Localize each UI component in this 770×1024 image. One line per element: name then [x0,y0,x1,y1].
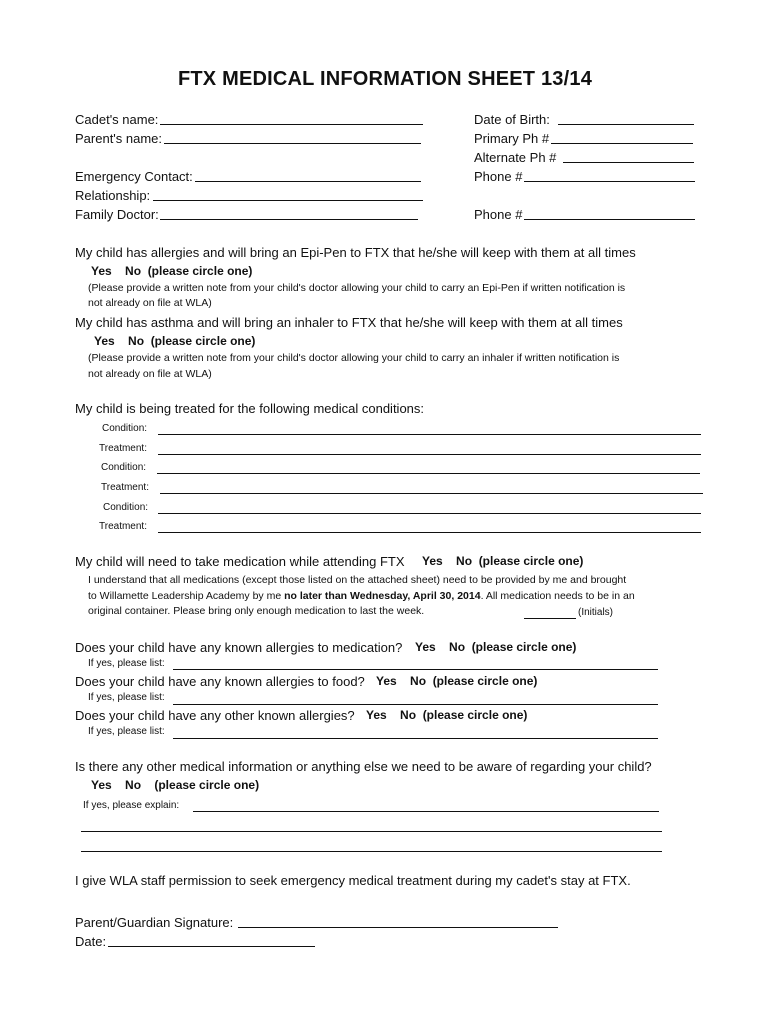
conditions-heading: My child is being treated for the following medical conditions: [75,401,425,416]
epipen-question: My child has allergies and will bring an Epi-Pen to FTX that he/she will keep with them at all times [75,245,636,260]
treatment-field[interactable] [158,532,701,533]
treatment-label: Treatment: [101,482,149,493]
medication-allergy-question: Does your child have any known allergies to medication? [75,640,403,655]
medication-allergy-list-label: If yes, please list: [88,658,165,669]
emergency-phone-field[interactable] [524,181,695,182]
other-allergy-list-label: If yes, please list: [88,726,165,737]
initials-field[interactable] [524,618,576,619]
other-info-explain-field[interactable] [81,851,662,852]
condition-label: Condition: [102,423,148,434]
alternate-phone-label: Alternate Ph # [474,150,557,165]
other-allergy-choice[interactable]: Yes No (please circle one) [366,708,528,722]
treatment-field[interactable] [160,493,703,494]
signature-label: Parent/Guardian Signature: [75,915,234,930]
emergency-contact-field[interactable] [195,181,421,182]
treatment-label: Treatment: [99,521,147,532]
food-allergy-list-label: If yes, please list: [88,692,165,703]
relationship-field[interactable] [153,200,423,201]
medication-text-line3: original container. Please bring only enough medication to last the week. [88,605,425,617]
medication-choice[interactable]: Yes No (please circle one) [422,554,584,568]
medication-text-line2 [88,590,635,602]
form-title: FTX MEDICAL INFORMATION SHEET 13/14 [177,68,593,90]
food-allergy-question: Does your child have any known allergies to food? [75,674,365,689]
cadet-name-field[interactable] [160,124,423,125]
other-info-explain-field[interactable] [193,811,659,812]
medication-text-part-a: to Willamette Leadership Academy by me [88,590,285,602]
parent-name-label: Parent's name: [75,131,163,146]
food-allergy-choice[interactable]: Yes No (please circle one) [376,674,538,688]
other-info-question: Is there any other medical information or anything else we need to be aware of regarding your child? [75,759,652,774]
family-doctor-label: Family Doctor: [75,207,159,222]
condition-label: Condition: [103,502,149,513]
family-doctor-field[interactable] [160,219,418,220]
doctor-phone-field[interactable] [524,219,695,220]
condition-field[interactable] [158,513,701,514]
asthma-question: My child has asthma and will bring an inhaler to FTX that he/she will keep with them at all times [75,315,623,330]
epipen-choice[interactable]: Yes No (please circle one) [91,264,253,278]
medication-allergy-choice[interactable]: Yes No (please circle one) [415,640,577,654]
asthma-note-line2: not already on file at WLA) [88,368,212,380]
relationship-label: Relationship: [75,188,151,203]
primary-phone-field[interactable] [551,143,693,144]
primary-phone-label: Primary Ph # [474,131,550,146]
medication-text-part-c: . All medication needs to be in an [480,590,635,602]
cadet-name-label: Cadet's name: [75,112,159,127]
emergency-phone-label: Phone # [474,169,523,184]
treatment-field[interactable] [158,454,701,455]
initials-label: (Initials) [578,607,614,618]
condition-field[interactable] [157,473,700,474]
medication-allergy-list-field[interactable] [173,669,658,670]
condition-label: Condition: [101,462,147,473]
medication-deadline: no later than Wednesday, April 30, 2014 [284,590,481,602]
other-info-explain-field[interactable] [81,831,662,832]
condition-field[interactable] [158,434,701,435]
other-allergy-list-field[interactable] [173,738,658,739]
permission-statement: I give WLA staff permission to seek emergency medical treatment during my cadet's stay at FTX. [75,873,631,888]
signature-field[interactable] [238,927,558,928]
date-field[interactable] [108,946,315,947]
doctor-phone-label: Phone # [474,207,523,222]
asthma-note-line1: (Please provide a written note from your child's doctor allowing your child to carry an inhaler if written notification is [88,352,620,364]
date-label: Date: [75,934,107,949]
dob-field[interactable] [558,124,694,125]
asthma-choice[interactable]: Yes No (please circle one) [94,334,256,348]
other-allergy-question: Does your child have any other known allergies? [75,708,355,723]
alternate-phone-field[interactable] [563,162,694,163]
other-info-choice[interactable]: Yes No (please circle one) [91,778,260,792]
epipen-note-line1: (Please provide a written note from your child's doctor allowing your child to carry an Epi-Pen if written notification is [88,282,626,294]
epipen-note-line2: not already on file at WLA) [88,297,212,309]
food-allergy-list-field[interactable] [173,704,658,705]
medication-question: My child will need to take medication while attending FTX [75,554,405,569]
other-info-explain-label: If yes, please explain: [83,800,180,811]
parent-name-field[interactable] [164,143,421,144]
medication-text-line1: I understand that all medications (except those listed on the attached sheet) need to be provided by me and brought [88,574,627,586]
dob-label: Date of Birth: [474,112,550,127]
treatment-label: Treatment: [99,443,147,454]
emergency-contact-label: Emergency Contact: [75,169,193,184]
